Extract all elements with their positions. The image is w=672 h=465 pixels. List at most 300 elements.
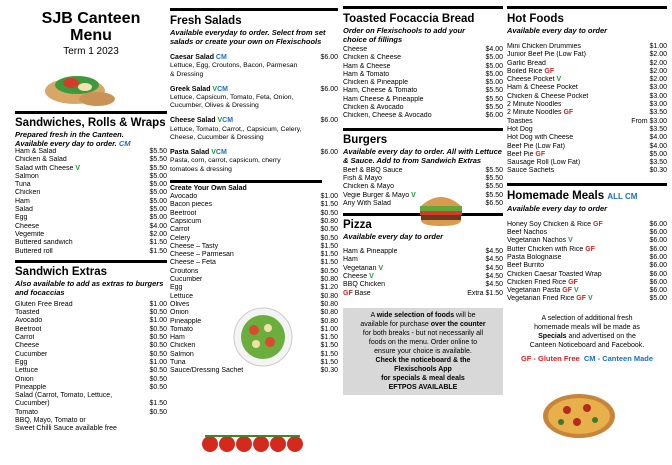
item-name: Chicken, Cheese & Avocado [343,112,432,120]
item-name: Beetroot [170,209,197,217]
salad-item [170,117,338,142]
item-price: $0.80 [320,276,338,284]
item-name: Beef Nachos [507,229,548,237]
salads-title: Fresh Salads [170,15,242,27]
list-item [507,287,667,295]
list-item [343,256,503,264]
item-price: $0.50 [149,375,167,383]
item-price: $4.00 [485,46,503,53]
salad-title-row [170,86,338,94]
salads-subtitle: Available everyday to order. Select from set salads or create your own on Flexischools [170,28,326,46]
item-price: $2.00 [149,230,167,238]
item-price: $2.00 [649,76,667,84]
sandwiches-title: Sandwiches, Rolls & Wraps [15,117,166,129]
vegetarian-badge: V [573,287,579,295]
salad-price: $6.00 [320,85,338,93]
list-item [170,259,338,267]
gluten-free-badge: GF [593,220,603,228]
salad-item [170,86,338,111]
list-item [507,151,667,159]
salad-name: Pasta Salad VCM [170,149,227,157]
item-name: Avocado [15,317,43,325]
salad-title-row [170,149,338,157]
list-item [15,351,167,359]
list-item [507,159,667,167]
item-price: $5.00 [149,214,167,222]
item-price: $5.50 [485,95,503,103]
canteen-made-badge: CM [215,149,227,157]
list-item [15,214,167,222]
item-price: $4.00 [649,142,667,150]
item-price: $1.50 [320,350,338,358]
list-item [507,246,667,254]
item-price: $2.00 [649,51,667,59]
item-name: Ham Cheese & Pineapple [343,95,424,103]
item-name: Sauce/Dressing Sachet [170,367,244,375]
canteen-made-badge: CM [222,117,234,125]
salad-description: Lettuce, Tomato, Carrot,, Capsicum, Celery, Cheese, Cucumber & Dressing [170,125,302,141]
item-price: $5.00 [485,79,503,87]
item-name: Ham & Tomato [343,70,390,78]
item-name: Butter Chicken with Rice GF [507,245,595,253]
item-name: Toasted [15,309,40,317]
item-price: $6.00 [649,220,667,228]
list-item [15,173,167,181]
item-name: Ham [170,334,185,342]
divider [507,6,667,9]
item-price: $6.50 [485,199,503,207]
item-name: Ham & Cheese Pocket [507,84,578,92]
vegetarian-badge: V [75,164,80,172]
item-name: Chicken & Pineapple [343,79,408,87]
item-price: $2.00 [649,67,667,75]
list-item [15,326,167,334]
item-price: $3.00 [649,84,667,92]
list-item [15,342,167,350]
item-name: Croutons [170,267,199,275]
item-name: Lettuce [170,292,193,300]
list-item [15,165,167,173]
term-label: Term 1 2023 [63,46,119,57]
item-price: $4.50 [485,281,503,289]
item-name: Cheese [343,46,368,53]
list-item [343,265,503,273]
item-name: Avocado [170,193,198,201]
salad-name: Cheese Salad VCM [170,117,234,125]
item-name: Cheese – Tasty [170,242,219,250]
item-name: BBQ Chicken [343,281,386,289]
salad-price: $6.00 [320,117,338,125]
item-name: Chicken [15,189,41,197]
item-name: Cheese [15,222,40,230]
list-item [343,167,503,175]
list-item [15,148,167,156]
item-name: Cheese [15,342,40,350]
list-item [170,201,338,209]
vegetarian-badge: V [568,237,573,245]
item-price: $5.00 [485,62,503,70]
legend: GF - Gluten Free CM - Canteen Made [520,353,654,363]
list-item [15,376,167,384]
item-name: Boiled Rice GF [507,67,555,75]
salad-title-row [170,117,338,125]
item-name: Lettuce [15,367,38,375]
item-price: $0.80 [320,218,338,225]
pizza-title: Pizza [343,219,372,232]
item-name: Buttered roll [15,247,53,255]
item-name: Junior Beef Pie (Low Fat) [507,51,586,59]
list-item [15,239,167,247]
item-name: Chicken Fried Rice GF [507,278,578,286]
gluten-free-badge: GF [535,150,546,158]
list-item [507,51,667,59]
focaccia-subtitle: Order on Flexischools to add your choice of fillings [343,26,466,44]
list-item [507,229,667,237]
item-name: Cheese – Parmesan [170,251,234,259]
item-name: Beef & BBQ Sauce [343,166,403,174]
item-price: $0.50 [149,350,167,358]
sauce-note: Sweet Chilli Sauce available free [15,425,117,433]
list-item [507,93,667,101]
item-price: $5.00 [149,172,167,180]
list-item [15,198,167,206]
item-name: Any With Salad [343,199,391,207]
item-price: $0.50 [149,334,167,342]
item-name: Pineapple [170,317,202,325]
salad-price: $6.00 [320,149,338,157]
item-price: $0.50 [149,309,167,317]
list-item [343,248,503,256]
item-name: Beetroot [15,325,42,333]
meals-title: Homemade Meals ALL CM [507,189,638,202]
item-price: $5.50 [485,104,503,112]
item-price: $5.50 [485,174,503,182]
column-1 [15,0,167,465]
item-name: Chicken & Mayo [343,183,394,191]
item-name: Tomato [170,325,193,333]
item-name: Sauce Sachets [507,167,555,175]
item-name: 2 Minute Noodles GF [507,109,574,117]
list-item [507,271,667,279]
list-item [343,281,503,289]
item-name: Vegetarian V [343,264,384,272]
list-item: Salad (Carrot, Tomato, Lettuce, [15,392,113,400]
meals-list [507,221,667,304]
item-price: $5.50 [485,191,503,199]
meals-note: A selection of additional fresh homemade meals will be made as Specials and advertised on the Canteen Noticeboard and Facebook. [529,314,645,349]
list-item [343,104,503,112]
item-name: Sausage Roll (Low Fat) [507,159,581,167]
burger-image [417,190,465,233]
item-name: Chicken & Cheese Pocket [507,92,589,100]
list-item [15,317,167,325]
gluten-free-badge: GF [585,245,595,253]
item-name: Cheese Pocket V [507,76,562,84]
list-item [15,206,167,214]
item-name: Cheese V [343,273,374,281]
list-item [15,367,167,375]
item-name: Ham [15,197,30,205]
list-item [15,384,167,392]
list-item [170,193,338,201]
item-price: $1.50 [320,359,338,367]
salad-name: Caesar Salad CM [170,54,227,61]
item-price: $1.50 [320,201,338,209]
list-item [343,63,503,71]
item-price: $0.30 [649,167,667,175]
list-item: GF Base Extra $1.50 [343,289,503,297]
list-item [507,134,667,142]
list-item [15,231,167,239]
divider [15,111,167,114]
item-name: Celery [170,234,191,242]
divider [507,183,667,186]
item-price: $5.50 [149,156,167,164]
item-price: $6.00 [649,270,667,278]
list-item [507,118,667,126]
salad-name: Greek Salad VCM [170,85,228,93]
list-item [507,237,667,245]
item-name: Ham, Cheese & Tomato [343,87,418,95]
list-item [343,71,503,79]
item-name: Cucumber [170,276,203,284]
extras-list [15,301,167,392]
meals-subtitle: Available every day to order [507,203,608,213]
list-item [15,156,167,164]
list-item [15,248,167,256]
list-item [170,226,338,234]
sandwiches-subtitle-2: Available every day to order. CM [15,139,131,148]
salad-description: Lettuce, Egg, Croutons, Bacon, Parmesan & Dressing [170,62,298,78]
gluten-free-badge: GF [544,67,555,75]
item-name: Ham & Cheese [343,62,391,70]
item-name: Chicken [170,342,196,350]
list-item [170,210,338,218]
list-item [343,112,503,120]
list-item [15,301,167,309]
list-item [507,68,667,76]
item-price: $5.00 [149,181,167,189]
list-item [507,279,667,287]
item-name: Cucumber [15,350,48,358]
list-item [507,126,667,134]
salad-item [170,149,338,174]
item-price: $0.30 [320,367,338,375]
item-price: $5.00 [149,189,167,197]
own-salad-title: Create Your Own Salad [170,184,247,192]
list-item [15,334,167,342]
info-box: A wide selection of foods will be available for purchase over the counter for both breaks - but not necessarily all foods on the menu. Order online to ensure your choice is available. Check the noticeboard & the Flexischools App for specials & meal deals EFTPOS AVAILABLE [343,308,503,395]
item-name: Beef Pie GF [507,150,546,158]
gluten-free-badge: GF [562,287,573,295]
pizza-subtitle: Available every day to order [343,232,444,242]
list-item [507,60,667,68]
item-price: $3.50 [649,109,667,117]
canteen-made-badge: CM [215,54,227,61]
item-price: $1.50 [320,259,338,267]
list-item [343,79,503,87]
pizza-image [541,392,617,445]
item-price: $0.80 [320,317,338,325]
item-price: $5.50 [485,87,503,95]
item-price: $5.00 [485,54,503,62]
list-item [507,221,667,229]
item-name: Tuna [15,181,31,189]
list-item [170,284,338,292]
item-name: Chicken Caesar Toasted Wrap [507,270,602,278]
item-price: $5.00 [649,150,667,158]
item-price: $5.50 [149,148,167,155]
item-name: Salmon [170,350,194,358]
focaccia-title: Toasted Focaccia Bread [343,13,475,25]
list-item [507,109,667,117]
item-price: $6.00 [649,237,667,245]
item-price: $0.50 [149,367,167,375]
vegetarian-badge: V [556,76,562,84]
item-price: $5.50 [149,164,167,172]
item-name: Salmon [15,172,39,180]
list-item [507,143,667,151]
vegetarian-badge: V [378,264,384,272]
list-item [15,359,167,367]
divider [15,260,167,263]
list-item [507,295,667,303]
list-item [15,181,167,189]
item-name: Pineapple [15,383,47,391]
item-price: $6.00 [649,287,667,295]
item-price: $1.00 [320,325,338,333]
item-name: Bacon pieces [170,201,213,209]
gluten-free-badge: GF [568,278,578,286]
item-name: Ham & Pineapple [343,248,398,256]
item-name: Onion [15,375,34,383]
item-price: $1.20 [320,284,338,292]
item-price: $1.50 [320,251,338,259]
hot-foods-list [507,43,667,176]
list-item [343,46,503,54]
sandwich-list [15,148,167,256]
list-item [343,54,503,62]
item-name: Beef Pie (Low Fat) [507,142,565,150]
list-item [15,189,167,197]
item-price: $0.50 [149,325,167,333]
item-price: $1.50 [320,342,338,350]
salad-description: Lettuce, Capsicum, Tomato, Feta, Onion, Cucumber, Olives & Dressing [170,94,294,110]
list-item [507,167,667,175]
item-price: $0.50 [320,234,338,242]
list-item [343,175,503,183]
list-item [507,254,667,262]
list-item [170,276,338,284]
list-item [343,96,503,104]
item-price: $0.80 [320,292,338,300]
item-name: Carrot [170,226,190,234]
item-name: Garlic Bread [507,59,546,67]
item-name: Vegie Burger & Mayo V [343,191,416,199]
extras-title: Sandwich Extras [15,265,108,278]
item-name: Egg [170,284,183,292]
item-price: $4.50 [485,264,503,272]
item-price: $1.00 [649,43,667,50]
item-price: $4.00 [149,222,167,230]
list-item [170,251,338,259]
item-name: Vegetarian Nachos V [507,237,573,245]
item-price: $5.00 [649,295,667,303]
item-price: $1.50 [149,247,167,255]
item-name: Pasta Bolognaise [507,253,562,261]
item-name: Beef Burrito [507,262,544,270]
list-item [170,293,338,301]
list-item [507,43,667,51]
item-name: Tuna [170,359,186,367]
gluten-free-badge: GF [576,295,587,303]
list-item [170,268,338,276]
item-name: Mini Chicken Drummies [507,43,581,50]
divider [170,8,338,11]
focaccia-list [343,46,503,121]
list-item [343,273,503,281]
vegetarian-badge: V [587,295,593,303]
item-price: $6.00 [649,262,667,270]
page-title: SJB Canteen Menu [41,10,141,44]
item-name: Olives [170,300,190,308]
item-price: $0.80 [320,300,338,308]
list-item [507,262,667,270]
divider [343,128,503,131]
item-price: $4.50 [485,273,503,281]
item-price: $1.00 [149,300,167,308]
item-price: $5.00 [149,206,167,214]
salad-description: Pasta, corn, carrot, capsicum, cherry tomatoes & dressing [170,157,281,173]
item-name: Chicken & Cheese [343,54,401,62]
wrap-image [15,61,167,111]
item-price: $6.00 [649,229,667,237]
column-3 [343,0,503,465]
item-price: $0.50 [149,383,167,391]
vegetarian-badge: V [212,85,218,93]
item-price: $5.00 [485,70,503,78]
list-item [15,309,167,317]
item-name: Ham & Salad [15,148,57,155]
list-item [507,76,667,84]
list-item [170,218,338,226]
item-price: $4.50 [485,248,503,256]
list-item [170,243,338,251]
item-name: Vegemite [15,230,45,238]
item-name: Ham [343,256,358,264]
vegetarian-badge: V [217,117,223,125]
list-item: Tomato $0.50 [15,408,167,416]
item-name: Toasties [507,117,533,125]
column-4 [507,0,667,465]
column-2 [170,0,338,465]
salad-sets [170,54,338,174]
item-name: Egg [15,214,28,222]
salad-bowl-image [232,306,294,373]
item-name: Onion [170,309,189,317]
item-price: $5.50 [485,183,503,191]
item-price: $0.50 [320,226,338,234]
sauce-note: BBQ, Mayo, Tomato or [15,417,86,425]
list-item: Cucumber) $1.50 [15,400,167,408]
divider [170,180,322,183]
tomatoes-image [200,430,310,459]
item-price: $6.00 [649,253,667,261]
extras-subtitle: Also available to add as extras to burgers and focaccias [15,278,164,297]
item-name: Hot Dog [507,125,533,133]
gluten-free-badge: GF [563,109,574,117]
item-price: $6.00 [649,278,667,286]
